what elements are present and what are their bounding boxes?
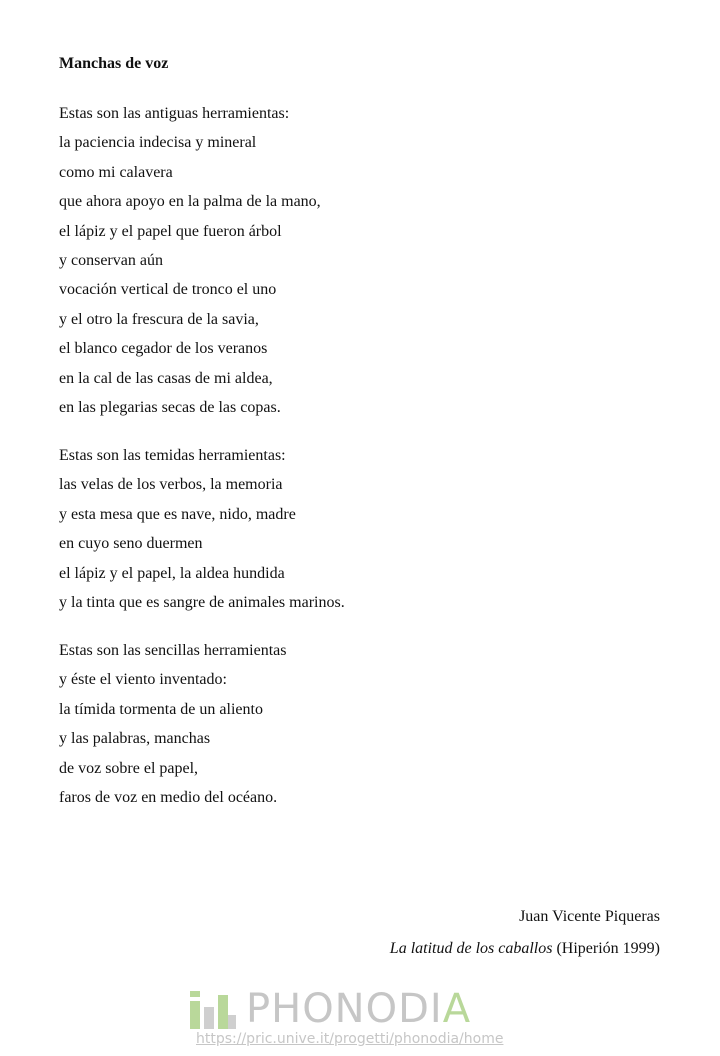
attribution xyxy=(390,901,660,965)
poem-line: y las palabras, manchas xyxy=(59,730,211,748)
book-title: La latitud de los caballos xyxy=(389,940,553,957)
logo-text-main: PHONODI xyxy=(246,986,443,1032)
poem-line: el lápiz y el papel, la aldea hundida xyxy=(59,564,285,582)
poem-line: en la cal de las casas de mi aldea, xyxy=(59,369,273,387)
poem-line: de voz sobre el papel, xyxy=(59,759,199,777)
logo-wordmark xyxy=(246,986,472,1032)
logo-text-accent: A xyxy=(442,986,472,1032)
poem-line: vocación vertical de tronco el uno xyxy=(59,281,277,299)
publication-info: (Hiperión 1999) xyxy=(556,940,660,957)
poem-line: y esta mesa que es nave, nido, madre xyxy=(59,505,296,523)
poem-line: el blanco cegador de los veranos xyxy=(59,340,268,358)
poem-line: y la tinta que es sangre de animales marinos. xyxy=(59,593,345,611)
author-name: Juan Vicente Piqueras xyxy=(519,908,660,925)
bar-chart-logo-icon xyxy=(190,989,236,1029)
poem-line: en cuyo seno duermen xyxy=(59,535,203,553)
poem-line: Estas son las sencillas herramientas xyxy=(59,642,287,659)
poem-line: y el otro la frescura de la savia, xyxy=(59,310,259,328)
poem-line: en las plegarias secas de las copas. xyxy=(59,398,281,416)
poem-line: que ahora apoyo en la palma de la mano, xyxy=(59,193,321,211)
poem-line: la paciencia indecisa y mineral xyxy=(59,134,257,152)
stanza-1 xyxy=(59,99,321,422)
book-citation xyxy=(390,933,660,965)
poem-line: Estas son las temidas herramientas: xyxy=(59,447,286,464)
poem-title: Manchas de voz xyxy=(59,55,169,72)
poem-line: faros de voz en medio del océano. xyxy=(59,788,278,806)
poem-line: las velas de los verbos, la memoria xyxy=(59,476,283,494)
phonodia-logo xyxy=(190,985,472,1032)
poem-line: como mi calavera xyxy=(59,163,173,181)
poem-line: el lápiz y el papel que fueron árbol xyxy=(59,222,282,240)
stanza-2 xyxy=(59,441,345,617)
poem-line: la tímida tormenta de un aliento xyxy=(59,700,263,718)
phonodia-url-link[interactable]: https://pric.unive.it/progetti/phonodia/home xyxy=(196,1031,504,1047)
stanza-3 xyxy=(59,636,287,812)
poem-line: y conservan aún xyxy=(59,251,163,269)
poem-line: y éste el viento inventado: xyxy=(59,671,227,689)
poem-line: Estas son las antiguas herramientas: xyxy=(59,105,290,122)
